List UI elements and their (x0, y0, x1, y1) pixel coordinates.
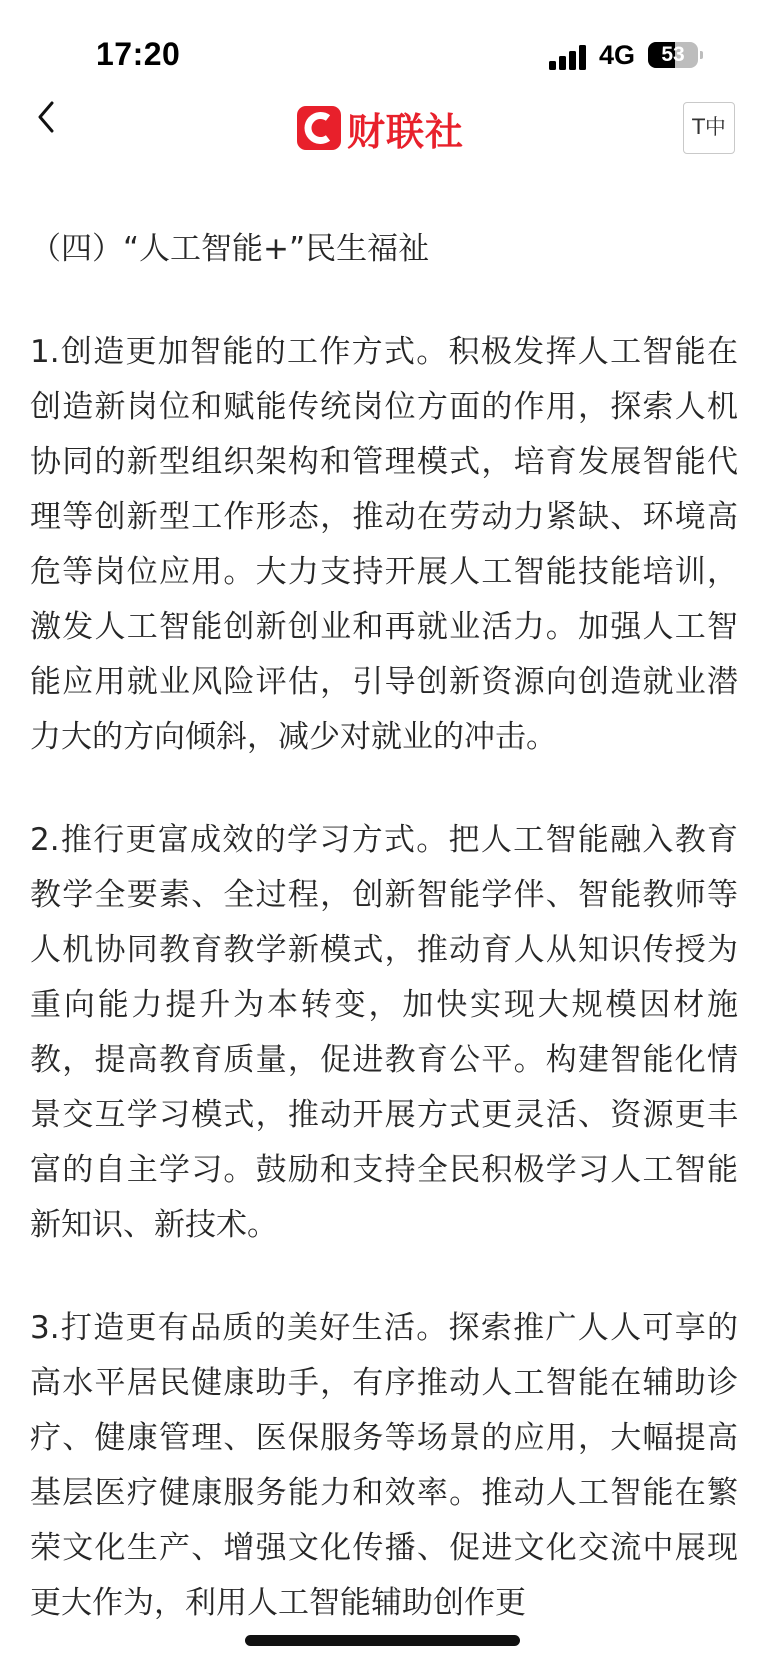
status-bar (0, 0, 769, 100)
status-time: 17:20 (96, 36, 181, 72)
home-indicator[interactable] (245, 1635, 520, 1646)
article-body (30, 222, 738, 1679)
battery-percentage: 53 (661, 43, 685, 66)
section-heading: （四）“人工智能+”民生福祉 (30, 231, 430, 267)
article-paragraph: 1.创造更加智能的工作方式。积极发挥人工智能在创造新岗位和赋能传统岗位方面的作用，探索人机协同的新型组织架构和管理模式，培育发展智能代理等创新型工作形态，推动在劳动力紧缺、环境高危等岗位应用。大力支持开展人工智能技能培训，激发人工智能创新创业和再就业活力。加强人工智能应用就业风险评估，引导创新资源向创造就业潜力大的方向倾斜，减少对就业的冲击。 (30, 334, 738, 755)
cls-logo-icon (297, 106, 341, 150)
cellular-signal-icon (549, 44, 589, 70)
article-paragraph: 3.打造更有品质的美好生活。探索推广人人可享的高水平居民健康助手，有序推动人工智能在辅助诊疗、健康管理、医保服务等场景的应用，大幅提高基层医疗健康服务能力和效率。推动人工智能在繁荣文化生产、增强文化传播、促进文化交流中展现更大作为，利用人工智能辅助创作更 (30, 1310, 738, 1621)
chevron-left-icon (30, 100, 74, 140)
nav-bar (0, 100, 769, 182)
battery-cap (700, 51, 703, 59)
logo-text: 财联社 (347, 109, 465, 154)
back-button[interactable] (30, 100, 74, 150)
app-logo (297, 104, 464, 152)
font-size-button[interactable]: T中 (683, 102, 735, 154)
article-paragraph: 2.推行更富成效的学习方式。把人工智能融入教育教学全要素、全过程，创新智能学伴、智能教师等人机协同教育教学新模式，推动育人从知识传授为重向能力提升为本转变，加快实现大规模因材施教，提高教育质量，促进教育公平。构建智能化情景交互学习模式，推动开展方式更灵活、资源更丰富的自主学习。鼓励和支持全民积极学习人工智能新知识、新技术。 (30, 822, 738, 1243)
network-type: 4G (599, 40, 636, 70)
battery-icon (648, 42, 698, 68)
